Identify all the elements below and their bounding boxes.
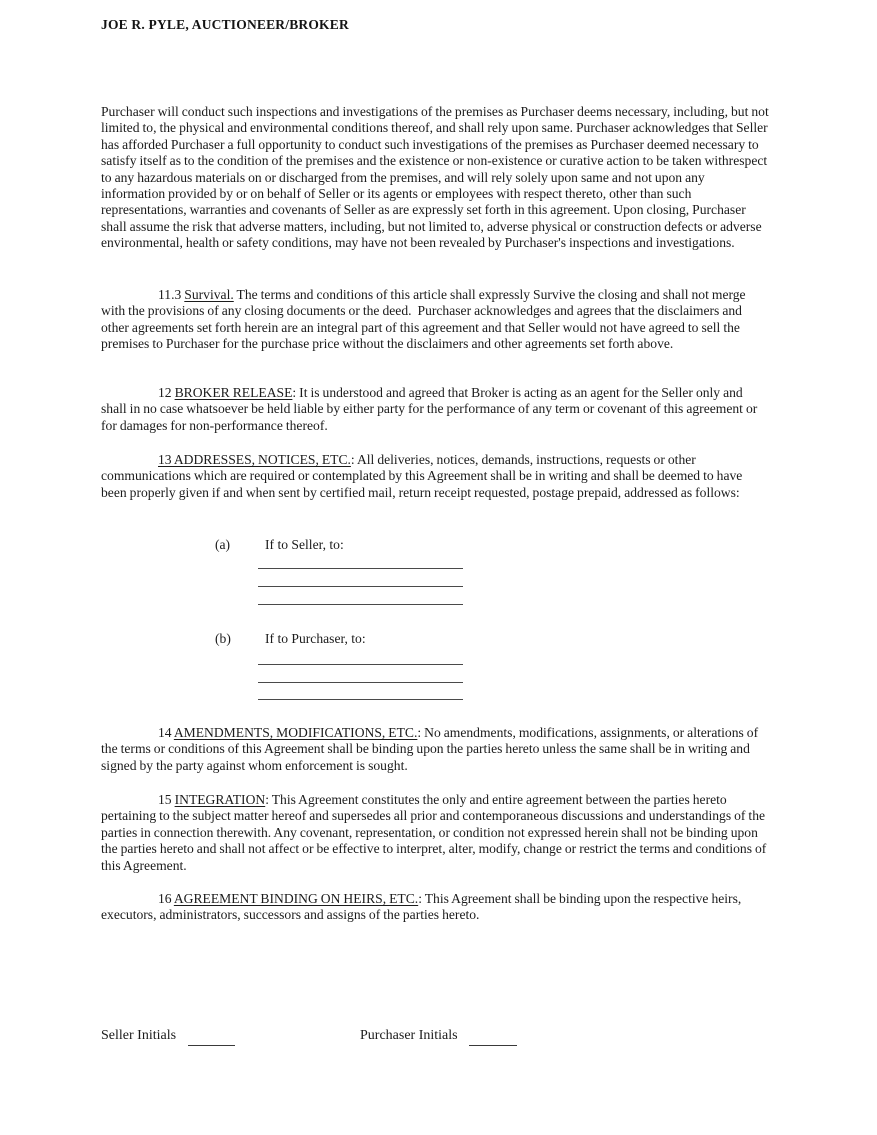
section-number: 15 [158, 792, 175, 807]
section-heading: AMENDMENTS, MODIFICATIONS, ETC. [173, 725, 418, 740]
section-text: The terms and conditions of this article shall expressly Survive the closing and shall not merge with the provisions of any closing documents or the deed. Purchaser acknowledges and agrees that the disclaimers and other agreements set forth herein are an integral part of this agreement and that Seller would not have agreed to sell the premises to Purchaser for the purchase price without the disclaimers and other agreements set forth above. [101, 287, 746, 352]
purchaser-initials-label: Purchaser Initials [360, 1028, 458, 1043]
address-block-seller [101, 537, 769, 629]
section-16-binding-on-heirs [101, 891, 769, 924]
purchaser-initials-blank [469, 1045, 517, 1046]
section-number: 11.3 [158, 287, 185, 302]
section-text: : It is understood and agreed that Broker is acting as an agent for the Seller only and shall in no case whatsoever be held liable by either party for the performance of any term or covenant of this agreement or for damages for non-performance thereof. [101, 385, 758, 433]
initials-row [0, 1028, 877, 1052]
seller-initials-label: Seller Initials [101, 1028, 177, 1043]
list-item-label-a: (a) [215, 537, 231, 552]
section-15-integration [101, 792, 769, 874]
section-heading: INTEGRATION [174, 792, 266, 807]
purchaser-address-blank-line-2 [258, 682, 463, 683]
section-text: : All deliveries, notices, demands, instructions, requests or other communications which are required or contemplated by this Agreement shall be in writing and shall be deemed to have been properly given if and when sent by certified mail, return receipt requested, postage prepaid, addressed as follows: [101, 452, 743, 500]
section-heading: Survival. [184, 287, 234, 302]
purchaser-address-blank-line-1 [258, 664, 463, 665]
section-12-broker-release [101, 385, 769, 434]
purchaser-address-blank-line-3 [258, 699, 463, 700]
section-text: : This Agreement constitutes the only and entire agreement between the parties hereto pertaining to the subject matter hereof and supersedes all prior and contemporaneous discussions and understandings of the parties in connection therewith. Any covenant, representation, or condition not expressed herein shall not be binding upon the parties hereto and shall not affect or be effective to interpret, alter, modify, change or restrict the terms and conditions of this Agreement. [101, 792, 767, 873]
seller-address-blank-line-2 [258, 586, 463, 587]
address-block-purchaser [101, 631, 769, 723]
section-heading: BROKER RELEASE [174, 385, 293, 400]
section-14-amendments [101, 725, 769, 774]
section-13-addresses-notices [101, 452, 769, 501]
address-purchaser-caption: If to Purchaser, to: [265, 631, 366, 646]
section-text: : This Agreement shall be binding upon the respective heirs, executors, administrators, successors and assigns of the parties hereto. [101, 891, 742, 923]
section-heading: 13 ADDRESSES, NOTICES, ETC. [158, 452, 351, 467]
seller-address-blank-line-1 [258, 568, 463, 569]
address-seller-caption: If to Seller, to: [265, 537, 344, 552]
section-11-3-survival [101, 287, 769, 353]
section-number: 14 [158, 725, 174, 740]
section-text: : No amendments, modifications, assignments, or alterations of the terms or conditions of this Agreement shall be binding upon the parties hereto unless the same shall be in writing and signed by the party against whom enforcement is sought. [101, 725, 759, 773]
seller-initials-blank [188, 1045, 235, 1046]
list-item-label-b: (b) [215, 631, 231, 646]
section-number: 16 [158, 891, 174, 906]
document-header: JOE R. PYLE, AUCTIONEER/BROKER [101, 17, 349, 32]
paragraph-inspections-disclaimer: Purchaser will conduct such inspections and investigations of the premises as Purchaser deems necessary, including, but not limited to, the physical and environmental conditions thereof, and shall rely upon same. Purchaser acknowledges that Seller has afforded Purchaser a full opportunity to conduct such investigations of the premises as Purchaser deemed necessary to satisfy itself as to the condition of the premises and the existence or non-existence or curative action to be taken withrespect to any hazardous materials on or discharged from the premises, and will rely solely upon same and not upon any information provided by or on behalf of Seller or its agents or employees with respect thereto, other than such representations, warranties and covenants of Seller as are expressly set forth in this agreement. Upon closing, Purchaser shall assume the risk that adverse matters, including, but not limited to, adverse physical or construction defects or adverse environmental, health or safety conditions, may have not been revealed by Purchaser's inspections and investigations. [101, 104, 769, 251]
seller-address-blank-line-3 [258, 604, 463, 605]
section-heading: AGREEMENT BINDING ON HEIRS, ETC. [173, 891, 419, 906]
section-number: 12 [158, 385, 175, 400]
